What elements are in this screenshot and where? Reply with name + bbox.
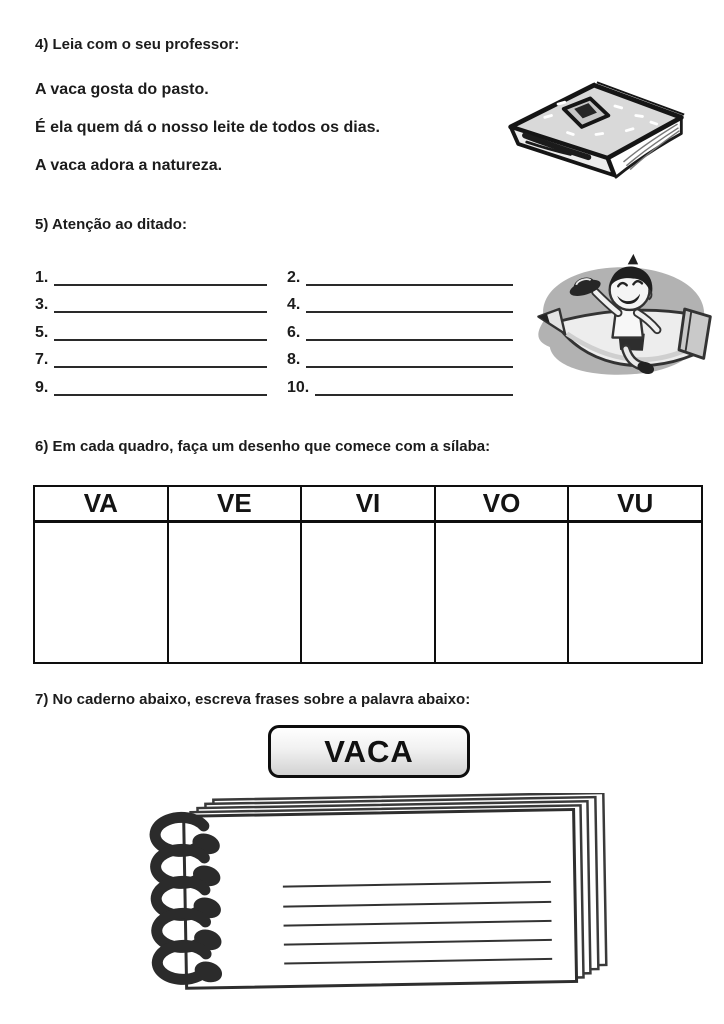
reading-sentence: A vaca gosta do pasto. [35, 81, 209, 98]
dictation-number: 10. [287, 378, 310, 396]
dictation-blank[interactable] [287, 261, 513, 289]
notebook-illustration [133, 793, 615, 995]
dictation-list [35, 261, 513, 399]
dictation-number: 2. [287, 268, 301, 286]
dictation-blank[interactable] [35, 261, 267, 289]
syllable-header: VE [168, 486, 302, 522]
dictation-number: 6. [287, 323, 301, 341]
syllable-table [33, 485, 703, 664]
section6-heading: 6) Em cada quadro, faça um desenho que comece com a sílaba: [35, 438, 491, 455]
dictation-number: 1. [35, 268, 49, 286]
blank-line[interactable] [306, 364, 513, 368]
dictation-number: 9. [35, 378, 49, 396]
blank-line[interactable] [315, 392, 513, 396]
dictation-blank[interactable] [287, 371, 513, 399]
spiral-notebook-icon [154, 793, 606, 989]
dictation-number: 3. [35, 296, 49, 314]
drawing-cell[interactable] [568, 522, 702, 664]
reading-sentence: É ela quem dá o nosso leite de todos os dias. [35, 119, 380, 136]
dictation-blank[interactable] [35, 344, 267, 372]
dictation-number: 8. [287, 351, 301, 369]
dictation-blank[interactable] [35, 371, 267, 399]
dictation-number: 4. [287, 296, 301, 314]
boy-riding-pencil-illustration [527, 252, 717, 404]
dictation-blank[interactable] [287, 316, 513, 344]
dictation-blank[interactable] [35, 289, 267, 317]
dictation-blank[interactable] [287, 289, 513, 317]
dictation-blank[interactable] [287, 344, 513, 372]
blank-line[interactable] [306, 337, 513, 341]
book-illustration [497, 70, 695, 198]
syllable-header: VO [435, 486, 569, 522]
blank-line[interactable] [306, 309, 513, 313]
syllable-header: VU [568, 486, 702, 522]
blank-line[interactable] [54, 364, 267, 368]
reading-sentence: A vaca adora a natureza. [35, 157, 223, 174]
syllable-header: VA [34, 486, 168, 522]
blank-line[interactable] [54, 282, 267, 286]
blank-line[interactable] [54, 309, 267, 313]
vaca-word-card: VACA [268, 725, 470, 778]
dictation-blank[interactable] [35, 316, 267, 344]
book-icon [511, 82, 685, 177]
drawing-cell[interactable] [301, 522, 435, 664]
section4-heading: 4) Leia com o seu professor: [35, 36, 240, 53]
drawing-row [34, 522, 702, 664]
dictation-number: 7. [35, 351, 49, 369]
section7-heading: 7) No caderno abaixo, escreva frases sobre a palavra abaixo: [35, 691, 471, 708]
syllable-header-row [34, 486, 702, 522]
syllable-header: VI [301, 486, 435, 522]
drawing-cell[interactable] [168, 522, 302, 664]
blank-line[interactable] [306, 282, 513, 286]
section5-heading: 5) Atenção ao ditado: [35, 216, 187, 233]
blank-line[interactable] [54, 337, 267, 341]
drawing-cell[interactable] [435, 522, 569, 664]
boy-riding-pencil-icon [538, 254, 710, 376]
drawing-cell[interactable] [34, 522, 168, 664]
blank-line[interactable] [54, 392, 267, 396]
dictation-number: 5. [35, 323, 49, 341]
